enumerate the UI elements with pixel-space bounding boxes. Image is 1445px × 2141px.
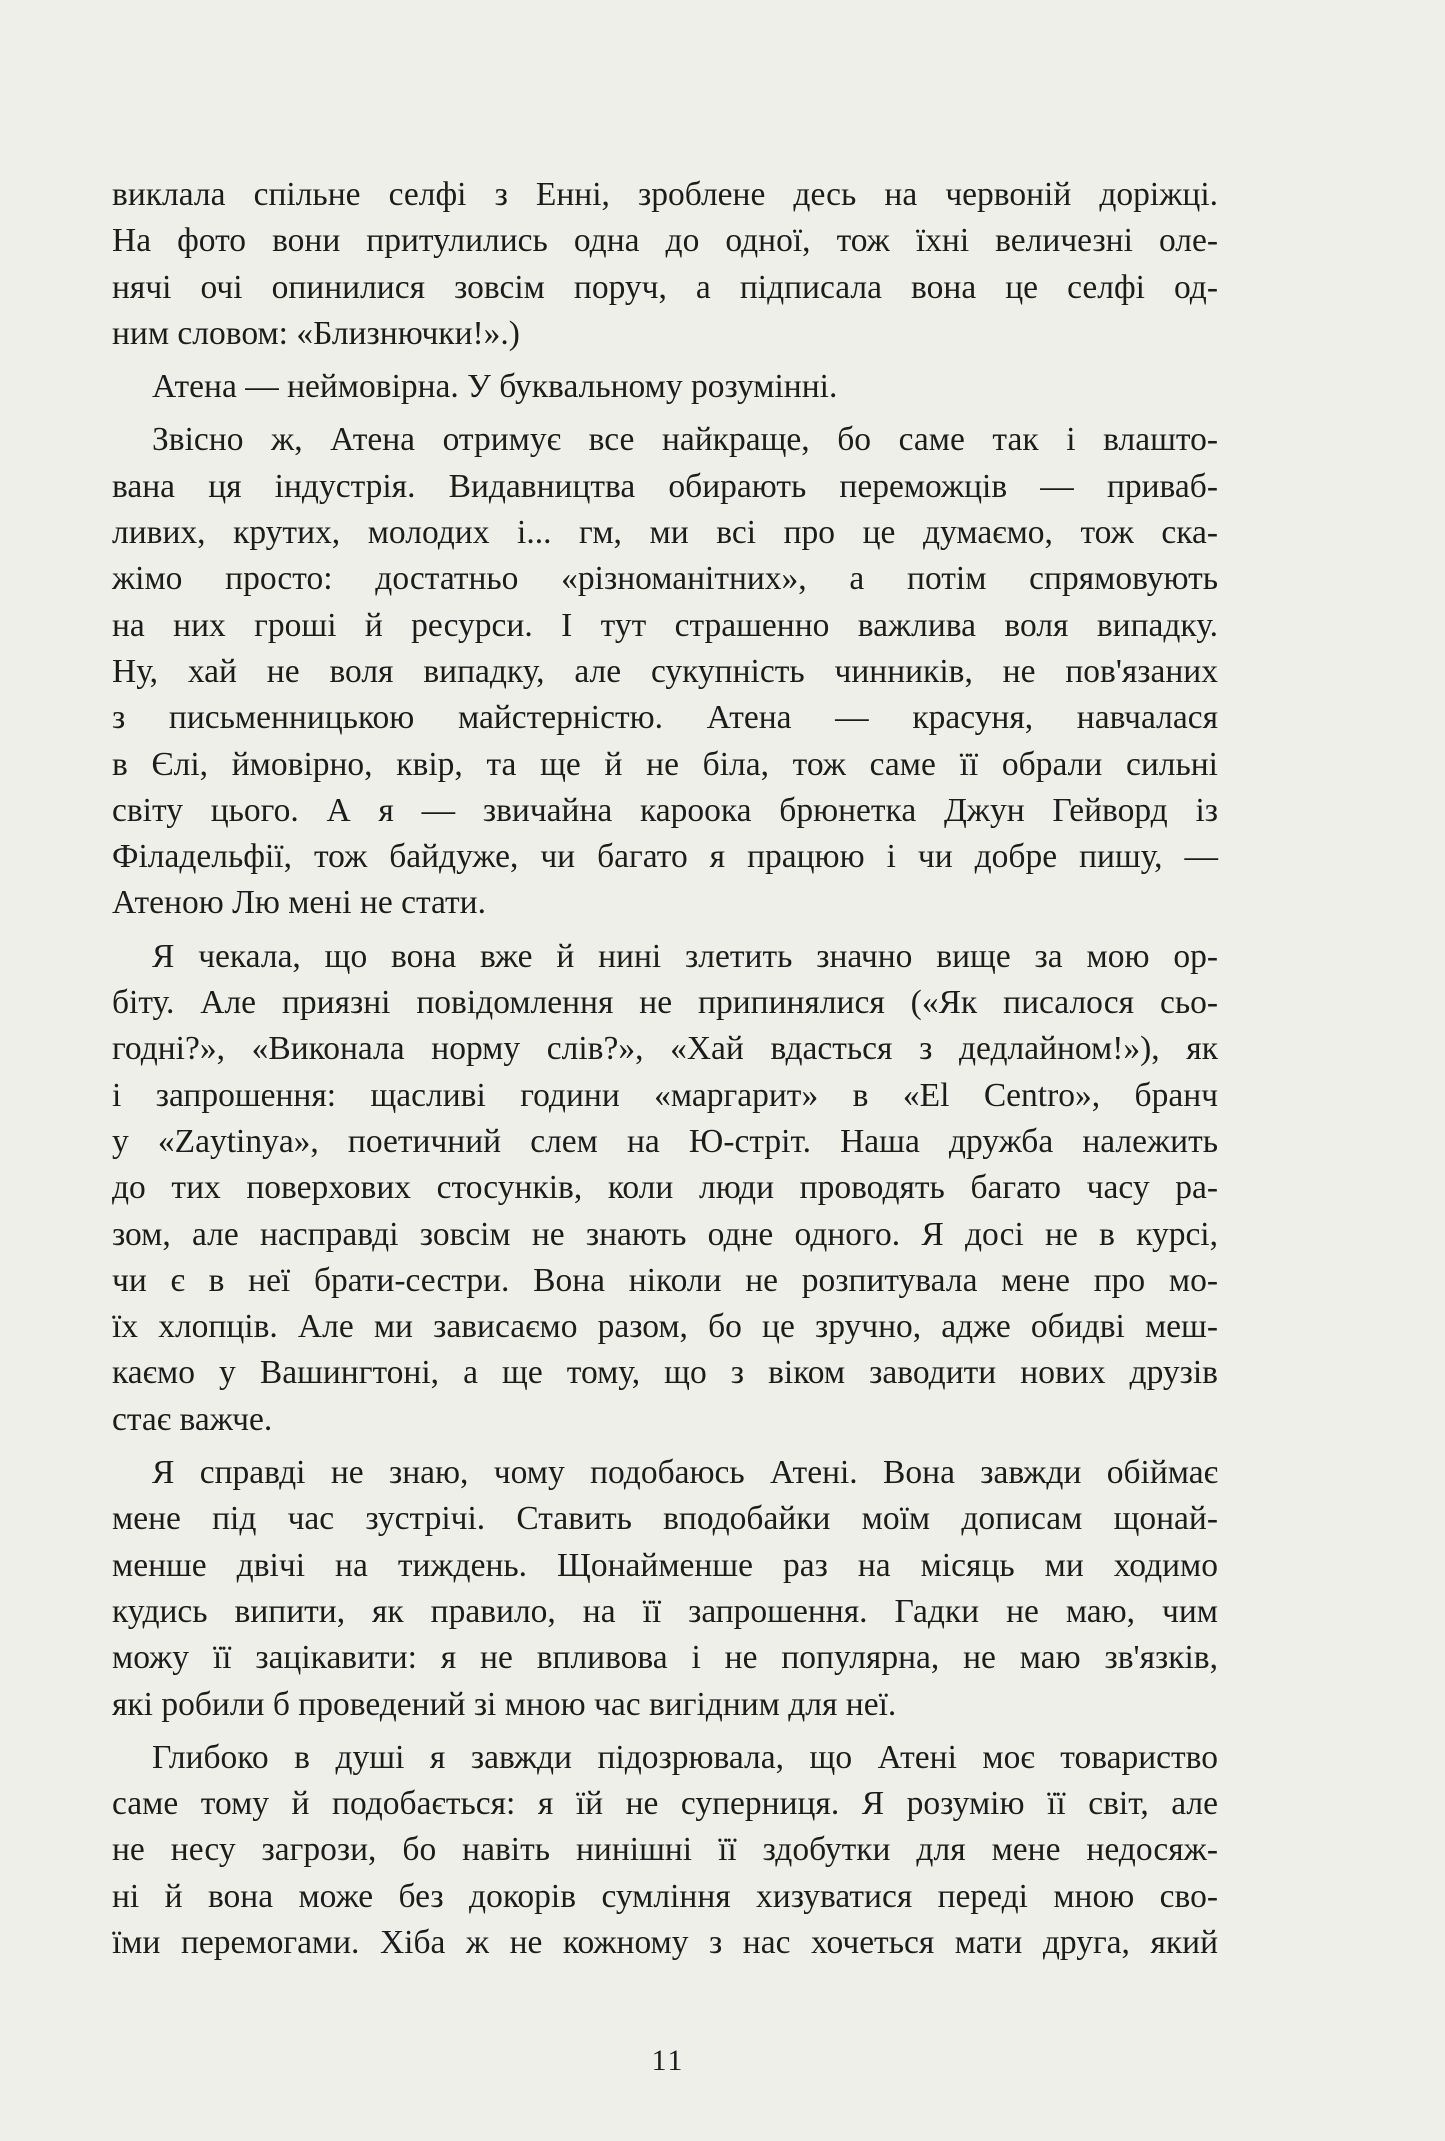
page-body [112,172,1218,1973]
page-number: 11 [651,2044,685,2077]
text-line: світу цього. А я — звичайна кароока брюнетка Джун Гейворд із [112,791,1218,829]
text-line: Атена — неймовірна. У буквальному розумінні. [152,368,838,406]
text-line: На фото вони притулились одна до одної, тож їхні величезні оле- [112,222,1218,260]
text-line: саме тому й подобається: я їй не суперниця. Я розумію її світ, але [112,1785,1218,1823]
text-line: вана ця індустрія. Видавництва обирають переможців — приваб- [112,467,1218,505]
text-line: ливих, крутих, молодих і... гм, ми всі про це думаємо, тож ска- [112,514,1218,552]
text-line: Філадельфії, тож байдуже, чи багато я працюю і чи добре пишу, — [112,838,1218,876]
text-line: Атеною Лю мені не стати. [112,884,486,922]
text-line: чи є в неї брати-сестри. Вона ніколи не розпитувала мене про мо- [112,1261,1218,1299]
text-line: Я справді не знаю, чому подобаюсь Атені. Вона завжди обіймає [152,1454,1218,1492]
text-line: ні й вона може без докорів сумління хизуватися переді мною сво- [112,1877,1218,1915]
text-line: можу її зацікавити: я не впливова і не популярна, не маю зв'язків, [112,1639,1218,1677]
paragraph [112,417,1218,926]
paragraph [112,934,1218,1443]
paragraph [112,364,1218,410]
text-line: які робили б проведений зі мною час вигідним для неї. [112,1685,897,1723]
text-line: до тих поверхових стосунків, коли люди проводять багато часу ра- [112,1169,1218,1207]
text-line: Я чекала, що вона вже й нині злетить значно вище за мою ор- [152,937,1218,975]
paragraph [112,1735,1218,1966]
text-line: не несу загрози, бо навіть нинішні її здобутки для мене недосяж- [112,1831,1218,1869]
text-line: Глибоко в душі я завжди підозрювала, що Атені моє товариство [152,1738,1218,1776]
text-line: ним словом: «Близнючки!».) [112,314,520,352]
text-line: біту. Але приязні повідомлення не припинялися («Як писалося сьо- [112,984,1218,1022]
text-line: годні?», «Виконала норму слів?», «Хай вдасться з дедлайном!»), як [112,1030,1218,1068]
text-line: Звісно ж, Атена отримує все найкраще, бо саме так і влашто- [152,421,1218,459]
text-line: менше двічі на тиждень. Щонайменше раз на місяць ми ходимо [112,1546,1218,1584]
text-line: кудись випити, як правило, на її запрошення. Гадки не маю, чим [112,1592,1218,1630]
text-line: мене під час зустрічі. Ставить вподобайки моїм дописам щонай- [112,1500,1218,1538]
text-line: зом, але насправді зовсім не знають одне одного. Я досі не в курсі, [112,1215,1218,1253]
text-line: на них гроші й ресурси. І тут страшенно важлива воля випадку. [112,606,1218,644]
text-line: з письменницькою майстерністю. Атена — красуня, навчалася [112,699,1218,737]
text-line: виклала спільне селфі з Енні, зроблене десь на червоній доріжці. [112,176,1218,213]
text-line: Ну, хай не воля випадку, але сукупність чинників, не пов'язаних [112,652,1218,690]
text-line: нячі очі опинилися зовсім поруч, а підписала вона це селфі од- [112,268,1218,306]
paragraph [112,1450,1218,1728]
text-line: каємо у Вашингтоні, а ще тому, що з віком заводити нових друзів [112,1354,1218,1392]
paragraph [112,172,1218,357]
text-line: стає важче. [112,1400,273,1438]
text-line: їх хлопців. Але ми зависаємо разом, бо це зручно, адже обидві меш- [112,1308,1218,1346]
text-line: їми перемогами. Хіба ж не кожному з нас хочеться мати друга, який [112,1923,1218,1961]
text-line: жімо просто: достатньо «різноманітних», а потім спрямовують [112,560,1218,598]
text-line: у «Zaytinya», поетичний слем на Ю-стріт. Наша дружба належить [112,1122,1218,1160]
text-line: в Єлі, ймовірно, квір, та ще й не біла, тож саме її обрали сильні [112,745,1218,783]
text-line: і запрошення: щасливі години «маргарит» в «El Centro», бранч [112,1076,1218,1114]
